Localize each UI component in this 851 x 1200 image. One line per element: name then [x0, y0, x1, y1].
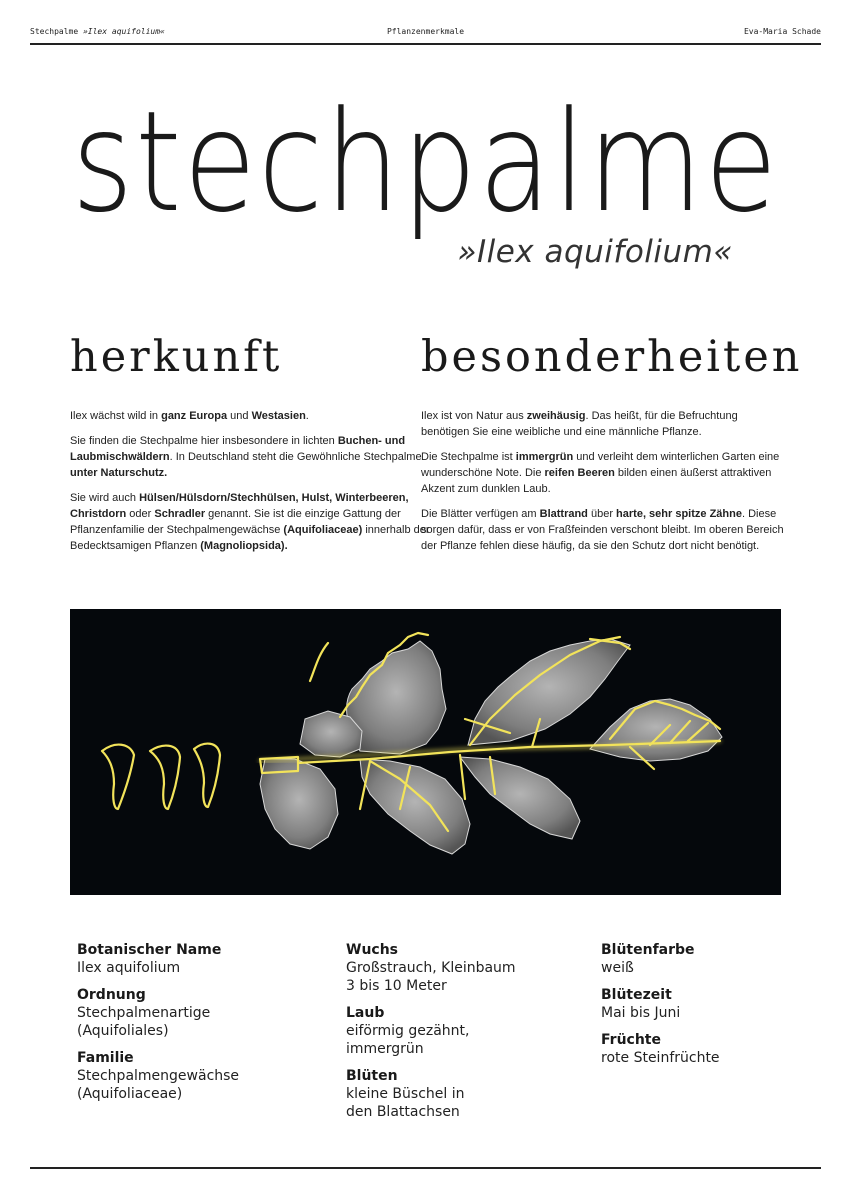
body-text: und verleiht dem winterlichen Garten eine wunderschöne Note. Die [421, 451, 780, 479]
leaf-lower-center [360, 759, 470, 854]
emphasis-text: (Magnoliopsida). [200, 540, 288, 552]
emphasis-text: Hülsen/Hülsdorn/Stechhülsen, Hulst, Winterbeeren, Christdorn [70, 492, 409, 520]
emphasis-text: unter Naturschutz. [70, 467, 168, 479]
info-item [77, 941, 317, 977]
herkunft-section [70, 332, 450, 563]
info-item [77, 986, 317, 1040]
body-text: genannt. Sie ist die einzige Gattung der Pflanzenfamilie der Stechpalmengewächse [70, 508, 401, 536]
emphasis-text: ganz Europa [161, 410, 228, 422]
info-label: Ordnung [77, 987, 146, 1003]
header-rule [30, 43, 821, 45]
info-item [601, 986, 801, 1022]
info-value: Großstrauch, Kleinbaum [346, 960, 516, 976]
info-value: eiförmig gezähnt, [346, 1023, 470, 1039]
leaf-right-tip [590, 699, 722, 761]
body-text: und [227, 410, 252, 422]
emphasis-text: immergrün [515, 451, 574, 463]
footer-rule [30, 1167, 821, 1169]
herkunft-heading: herkunft [70, 332, 283, 382]
info-value: den Blattachsen [346, 1104, 460, 1120]
info-item [77, 1049, 317, 1103]
header-right: Eva-Maria Schade [743, 27, 821, 36]
info-item [601, 1031, 801, 1067]
emphasis-text: reifen Beeren [544, 467, 615, 479]
page-subtitle: »Ilex aquifolium« [457, 234, 733, 270]
emphasis-text: harte, sehr spitze Zähne [616, 508, 742, 520]
info-item [346, 1004, 566, 1058]
leaf-lower-right [460, 757, 580, 839]
emphasis-text: Schradler [154, 508, 206, 520]
info-item [346, 1067, 566, 1121]
page-title: stechpalme [71, 80, 780, 244]
info-column-1 [77, 941, 317, 1112]
info-item [346, 941, 566, 995]
info-label: Früchte [601, 1032, 661, 1048]
info-label: Blüten [346, 1068, 398, 1084]
info-item [601, 941, 801, 977]
body-text: . Das heißt, für die Befruchtung benötigen Sie eine weibliche und eine männliche Pflanze. [421, 410, 738, 438]
info-label: Familie [77, 1050, 134, 1066]
body-text: . Diese sorgen dafür, dass er von Fraßfeinden verschont bleibt. Im oberen Bereich der Pflanze fehlen diese häufig, da sie den Schutz dort nicht benötigt. [421, 508, 784, 552]
body-text: innerhalb der Bedecktsamigen Pflanzen [70, 524, 430, 552]
info-value: kleine Büschel in [346, 1086, 465, 1102]
herkunft-paragraph-1 [70, 408, 450, 424]
holly-leaf-illustration [70, 609, 781, 895]
besonderheiten-heading: besonderheiten [421, 332, 803, 382]
info-label: Botanischer Name [77, 942, 222, 958]
info-label: Blütenfarbe [601, 942, 695, 958]
info-value: weiß [601, 960, 634, 976]
left-claw-2 [150, 746, 180, 809]
info-value: (Aquifoliaceae) [77, 1086, 183, 1102]
besonderheiten-paragraph-3 [421, 506, 786, 554]
header-center: Pflanzenmerkmale [386, 27, 465, 36]
body-text: Ilex wächst wild in [70, 410, 162, 422]
herkunft-paragraph-2 [70, 433, 450, 481]
body-text: Die Stechpalme ist [421, 451, 516, 463]
header-left-italic: »Ilex aquifolium« [82, 27, 165, 36]
besonderheiten-paragraph-1 [421, 408, 786, 440]
header-left-text: Stechpalme [30, 27, 83, 36]
left-claw-3 [194, 744, 220, 807]
emphasis-text: Buchen- und Laubmischwäldern [70, 435, 406, 463]
body-text: bilden einen äußerst attraktiven Akzent zum dunklen Laub. [421, 467, 772, 495]
emphasis-text: Westasien [251, 410, 306, 422]
info-value: Stechpalmenartige [77, 1005, 211, 1021]
body-text: Ilex ist von Natur aus [421, 410, 527, 422]
info-value: immergrün [346, 1041, 424, 1057]
info-value: 3 bis 10 Meter [346, 978, 447, 994]
body-text: . [305, 410, 309, 422]
info-label: Blütezeit [601, 987, 672, 1003]
herkunft-paragraph-3 [70, 490, 450, 554]
body-text: Sie wird auch [70, 492, 140, 504]
body-text: . In Deutschland steht die Gewöhnliche Stechpalme [169, 451, 422, 463]
leaf-shapes [260, 639, 722, 854]
emphasis-text: zweihäusig [526, 410, 586, 422]
body-text: oder [126, 508, 155, 520]
info-label: Wuchs [346, 942, 399, 958]
info-value: Ilex aquifolium [77, 960, 181, 976]
info-value: Mai bis Juni [601, 1005, 681, 1021]
body-text: Die Blätter verfügen am [421, 508, 540, 520]
info-column-2 [346, 941, 566, 1130]
holly-leaf-svg [70, 609, 781, 895]
body-text: über [587, 508, 617, 520]
info-column-3 [601, 941, 801, 1076]
info-value: rote Steinfrüchte [601, 1050, 720, 1066]
emphasis-text: (Aquifoliaceae) [283, 524, 363, 536]
emphasis-text: Blattrand [539, 508, 588, 520]
left-claw-1 [102, 745, 134, 809]
info-label: Laub [346, 1005, 385, 1021]
info-value: (Aquifoliales) [77, 1023, 169, 1039]
info-value: Stechpalmengewächse [77, 1068, 240, 1084]
leaf-upper-right [468, 639, 630, 745]
besonderheiten-paragraph-2 [421, 449, 786, 497]
besonderheiten-section [421, 332, 803, 563]
body-text: Sie finden die Stechpalme hier insbesondere in lichten [70, 435, 338, 447]
